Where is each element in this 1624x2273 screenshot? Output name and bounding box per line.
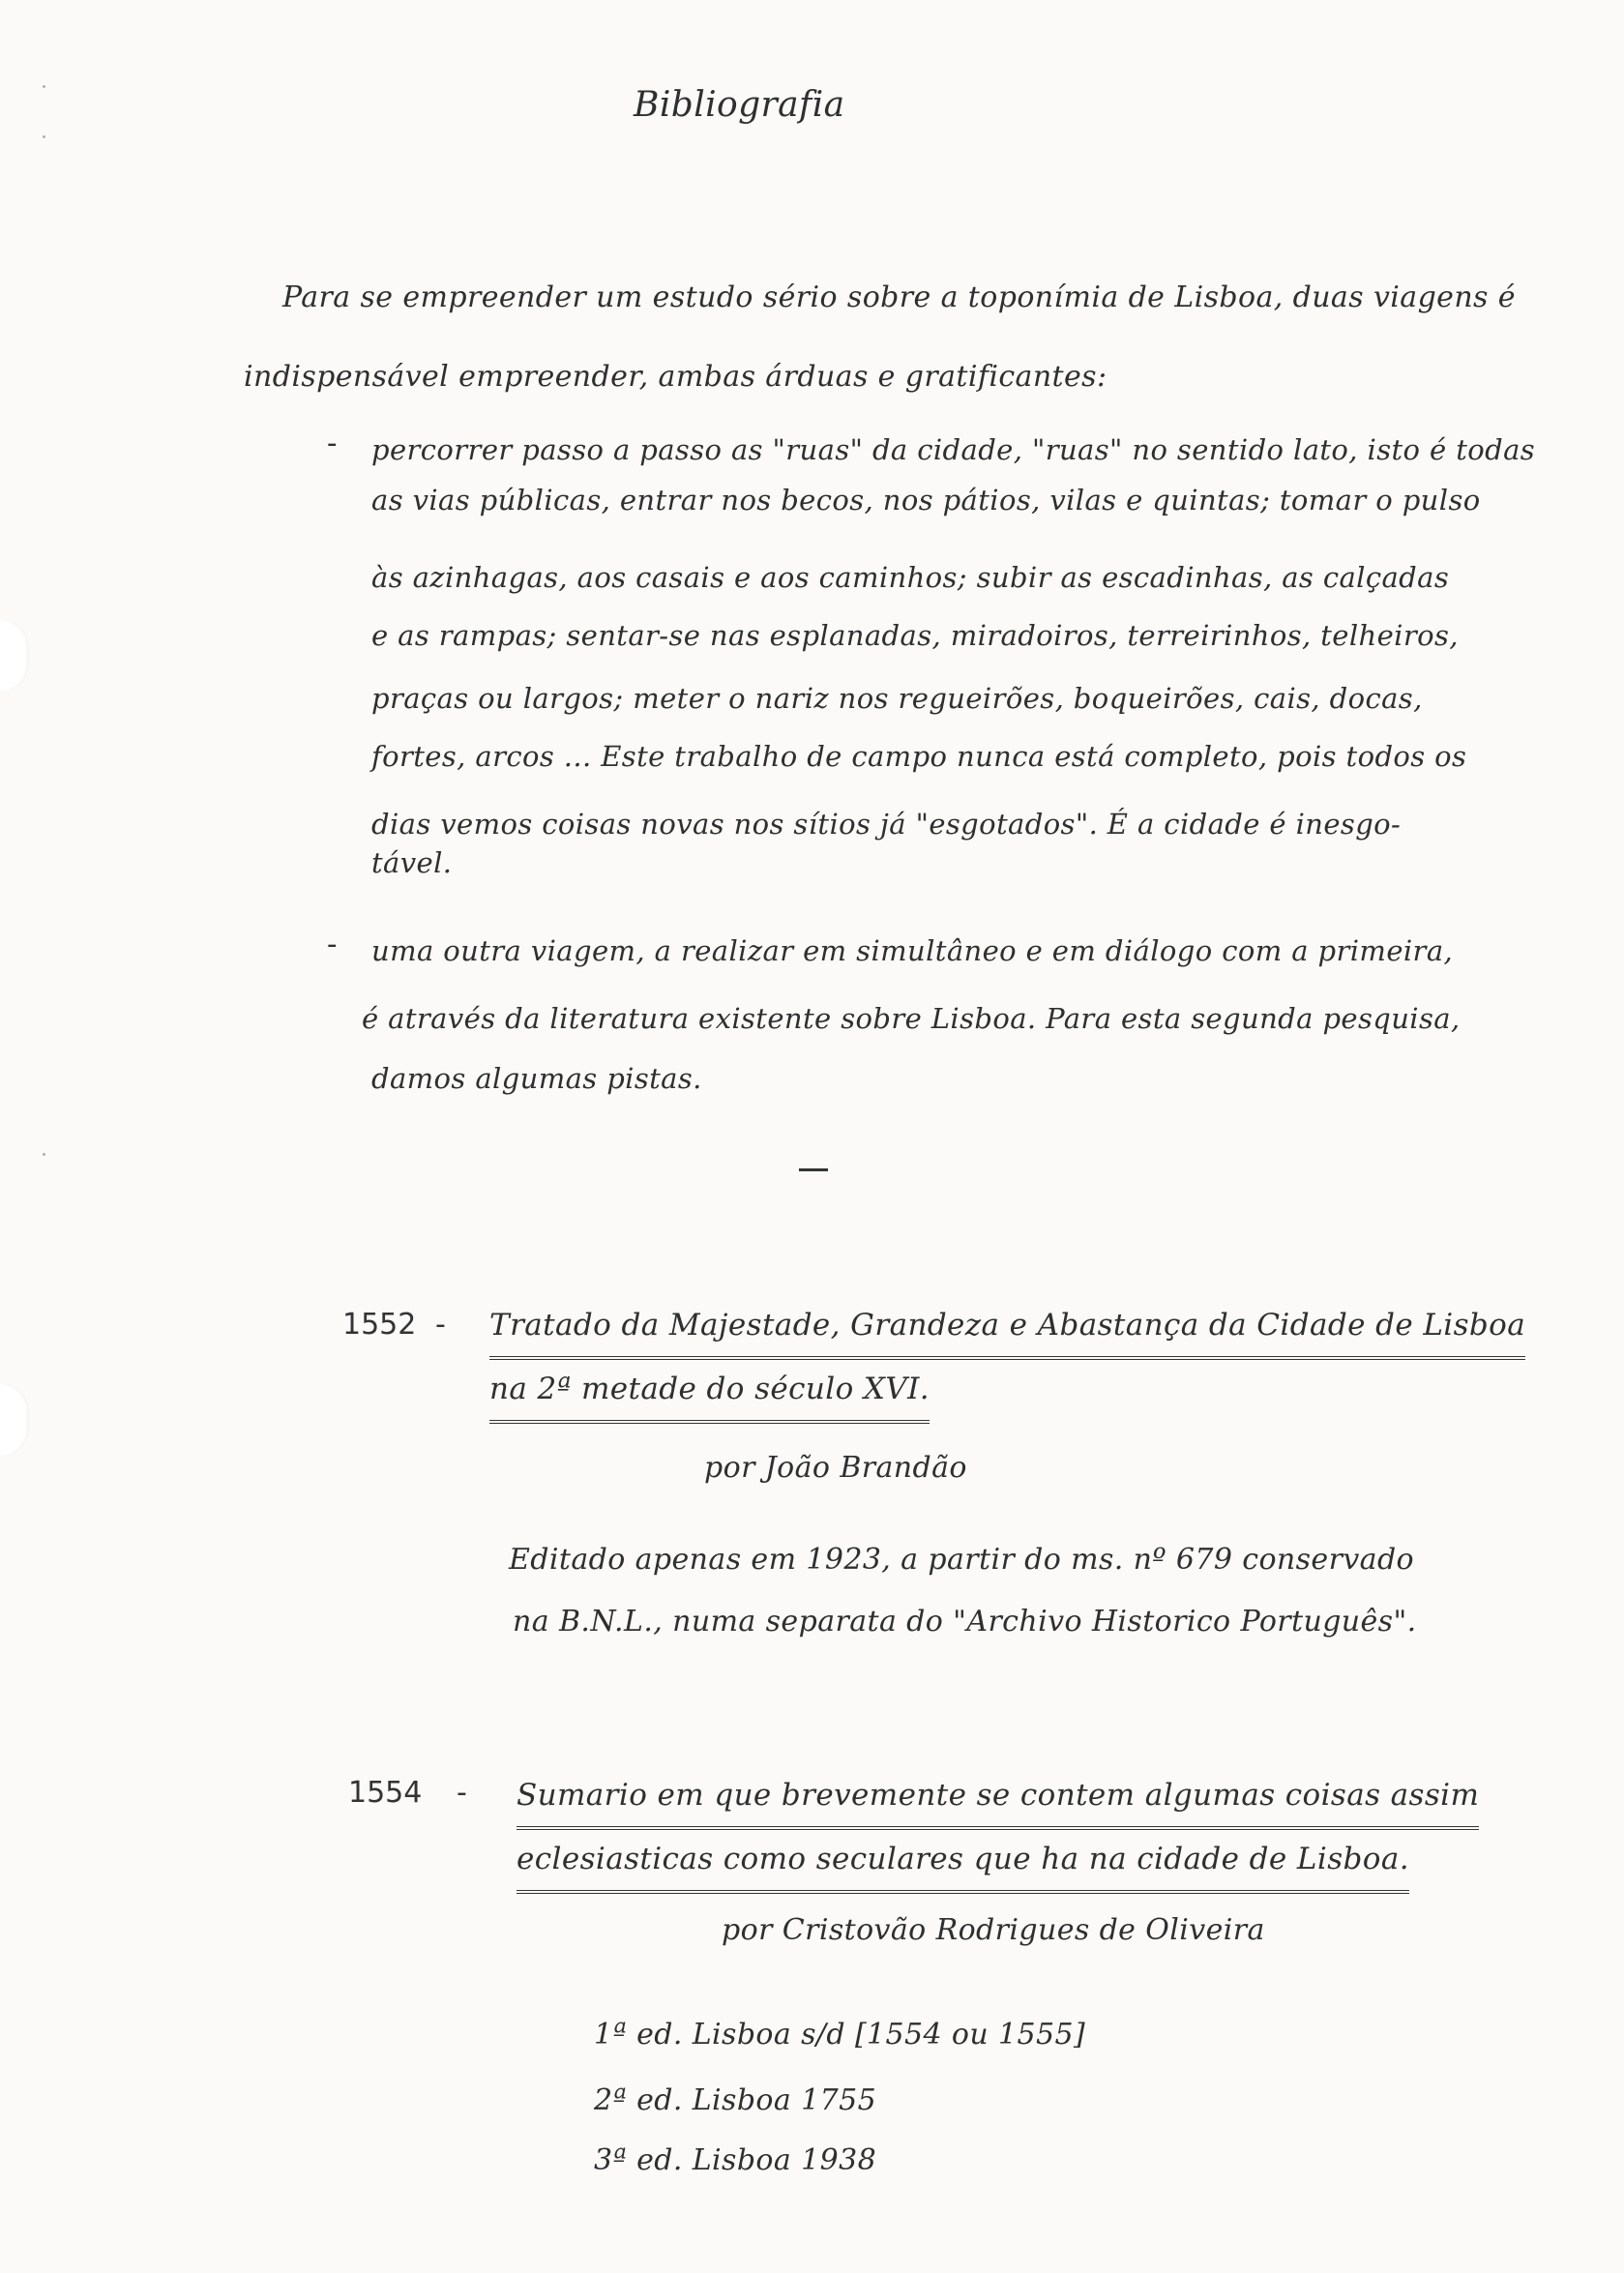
- entry-title: [489, 1296, 1525, 1424]
- intro-line-1: Para se empreender um estudo sério sobre a toponímia de Lisboa, duas viagens é: [282, 280, 1516, 314]
- entry-title-line: Sumario em que brevemente se contem algumas coisas assim: [517, 1766, 1479, 1830]
- bullet-1-line: percorrer passo a passo as "ruas" da cidade, "ruas" no sentido lato, isto é todas: [371, 433, 1536, 466]
- punch-hole-top: [0, 619, 29, 693]
- bullet-2-line: uma outra viagem, a realizar em simultâneo e em diálogo com a primeira,: [371, 934, 1454, 967]
- entry-dash: -: [435, 1308, 446, 1342]
- paper-speck: [43, 1153, 45, 1156]
- entry-dash: -: [457, 1776, 467, 1810]
- entry-year: 1554: [348, 1776, 423, 1810]
- entry-title-line: eclesiasticas como seculares que ha na cidade de Lisboa.: [517, 1830, 1409, 1894]
- section-separator: [799, 1168, 828, 1171]
- bullet-1-line: praças ou largos; meter o nariz nos regueirões, boqueirões, cais, docas,: [371, 682, 1423, 715]
- punch-hole-bottom: [0, 1383, 29, 1457]
- page-title: Bibliografia: [634, 85, 845, 125]
- entry-title: [517, 1766, 1479, 1894]
- bullet-2-line: damos algumas pistas.: [371, 1062, 702, 1095]
- bullet-dash: -: [327, 426, 338, 460]
- bullet-1-line: às azinhagas, aos casais e aos caminhos; subir as escadinhas, as calçadas: [371, 561, 1450, 594]
- bullet-1-line: dias vemos coisas novas nos sítios já "esgotados". É a cidade é inesgo-: [371, 808, 1402, 841]
- entry-title-line: Tratado da Majestade, Grandeza e Abastança da Cidade de Lisboa: [489, 1296, 1525, 1360]
- entry-year: 1552: [342, 1308, 417, 1342]
- entry-title-line: na 2ª metade do século XVI.: [489, 1360, 930, 1424]
- bullet-1-line: fortes, arcos ... Este trabalho de campo nunca está completo, pois todos os: [371, 740, 1467, 773]
- intro-line-2: indispensável empreender, ambas árduas e gratificantes:: [244, 360, 1107, 394]
- paper-speck: [43, 85, 45, 88]
- entry-edition: 1ª ed. Lisboa s/d [1554 ou 1555]: [594, 2018, 1086, 2052]
- entry-note: Editado apenas em 1923, a partir do ms. nº 679 conservado: [509, 1543, 1415, 1577]
- bullet-1-line: as vias públicas, entrar nos becos, nos pátios, vilas e quintas; tomar o pulso: [371, 484, 1481, 517]
- entry-author: por João Brandão: [704, 1451, 967, 1485]
- bullet-1-line: tável.: [371, 846, 453, 879]
- paper-speck: [43, 135, 45, 138]
- entry-author: por Cristovão Rodrigues de Oliveira: [722, 1913, 1265, 1947]
- bullet-2-line: é através da literatura existente sobre Lisboa. Para esta segunda pesquisa,: [362, 1002, 1461, 1035]
- entry-edition: 2ª ed. Lisboa 1755: [594, 2083, 877, 2117]
- bullet-dash: -: [327, 927, 338, 961]
- entry-edition: 3ª ed. Lisboa 1938: [594, 2143, 877, 2177]
- entry-note: na B.N.L., numa separata do "Archivo Historico Português".: [513, 1605, 1417, 1638]
- bullet-1-line: e as rampas; sentar-se nas esplanadas, miradoiros, terreirinhos, telheiros,: [371, 619, 1459, 652]
